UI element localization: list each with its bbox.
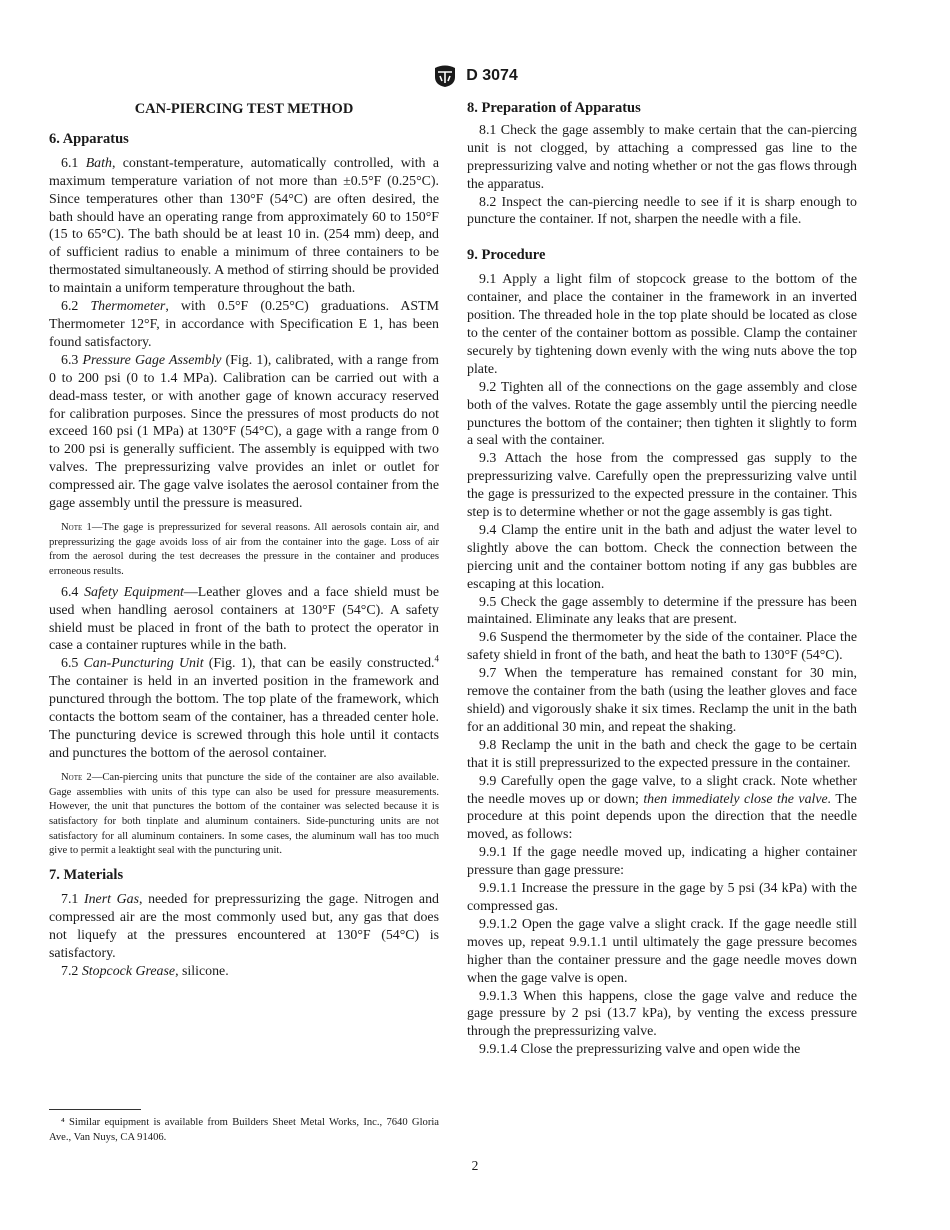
paragraph-8-2: 8.2 Inspect the can-piercing needle to see if it is sharp enough to puncture the container. If not, sharpen the needle with a file. — [467, 194, 857, 228]
paragraph-9-9-1-3: 9.9.1.3 When this happens, close the gage valve and reduce the gage pressure by 2 psi (13.7 kPa), by venting the excess pressure through the prepressurizing valve. — [467, 988, 857, 1040]
right-column — [467, 97, 857, 1059]
heading-apparatus: 6. Apparatus — [49, 130, 129, 147]
heading-materials: 7. Materials — [49, 867, 124, 884]
paragraph-9-9: 9.9 Carefully open the gage valve, to a slight crack. Note whether the needle moves up or down; then immediately close the valve. The procedure at this point depends upon the direction that the needle moved, as follows: — [467, 773, 857, 843]
paragraph-8-1: 8.1 Check the gage assembly to make certain that the can-piercing unit is not clogged, by attaching a compressed gas line to the prepressurizing valve and noting whether or not the gas flows through the apparatus. — [467, 122, 857, 192]
page-header — [0, 64, 950, 88]
paragraph-9-3: 9.3 Attach the hose from the compressed gas supply to the prepressurizing valve. Carefully open the prepressurizing valve until the gage is pressurized to the expected pressure in the container. This step is to determine whether or not the gage assembly is gas tight. — [467, 451, 857, 521]
paragraph-9-7: 9.7 When the temperature has remained constant for 30 min, remove the container from the bath (using the leather gloves and face shield) and vigorously shake it six times. Reclamp the unit in the bath for an additional 30 min, and repeat the shaking. — [467, 666, 857, 735]
paragraph-6-3: 6.3 Pressure Gage Assembly (Fig. 1), calibrated, with a range from 0 to 200 psi (0 to 1.4 MPa). Calibration can be carried out with a dead-mass tester, or with another gage of known accuracy reserved for calibration purposes. Since the pressures of most products do not exceed 160 psi (1 MPa) at 130°F (54°C), a gage with a range from 0 to 200 psi is generally sufficient. The assembly is equipped with two valves. The prepressurizing valve provides an inlet or outlet for compressed air. The gage valve isolates the aerosol container from the gage assembly until the pressure is measured. — [49, 352, 439, 512]
footnote-ref[interactable]: 4 — [434, 653, 439, 664]
paragraph-9-5: 9.5 Check the gage assembly to determine if the pressure has been maintained. Eliminate any leaks that are present. — [467, 594, 857, 628]
paragraph-9-8: 9.8 Reclamp the unit in the bath and check the gage to be certain that it is still prepressurized to the expected pressure in the container. — [467, 737, 857, 771]
astm-logo-icon — [432, 64, 458, 88]
paragraph-9-1: 9.1 Apply a light film of stopcock grease to the bottom of the container, and place the container in the framework in an inverted position. The threaded hole in the top plate should be located as close to the center of the container bottom as possible. Clamp the container securely by tightening down evenly with the wing nuts above the top plate. — [467, 272, 857, 377]
left-column — [49, 97, 439, 980]
paragraph-7-1: 7.1 Inert Gas, needed for prepressurizing the gage. Nitrogen and compressed air are the most commonly used but, any gas that does not liquefy at the pressures encountered at 130°F (54°C) is satisfactory. — [49, 891, 439, 961]
paragraph-9-4: 9.4 Clamp the entire unit in the bath and adjust the water level to slightly above the can bottom. Check the connection between the piercing unit and the container bottom noting if any gas bubbles are escaping at this location. — [467, 522, 857, 592]
note-1: Note 1—The gage is prepressurized for several reasons. All aerosols contain air, and prepressurizing the gage avoids loss of air from the container into the gage. Loss of air from the aerosol during the test decreases the pressure in the container and produces erroneous results. — [49, 521, 439, 578]
paragraph-7-2: 7.2 Stopcock Grease, silicone. — [61, 963, 229, 979]
document-designation: D 3074 — [466, 67, 518, 84]
heading-preparation: 8. Preparation of Apparatus — [467, 100, 641, 116]
heading-procedure: 9. Procedure — [467, 247, 546, 264]
paragraph-9-2: 9.2 Tighten all of the connections on the gage assembly and close both of the valves. Rotate the gage assembly until the piercing needle punctures the bottom of the container; then tighten it slightly to form a seal with the container. — [467, 379, 857, 449]
paragraph-6-2: 6.2 Thermometer, with 0.5°F (0.25°C) graduations. ASTM Thermometer 12°F, in accordance with Specification E 1, has been found satisfactory. — [49, 299, 439, 350]
paragraph-9-9-1-1: 9.9.1.1 Increase the pressure in the gage by 5 psi (34 kPa) with the compressed gas. — [467, 881, 857, 914]
paragraph-6-5: 6.5 Can-Puncturing Unit (Fig. 1), that can be easily constructed.$^4$ The container is held in an inverted position in the framework and punctured through the bottom. The top plate of the framework, which contacts the bottom seam of the container, has a threaded center hole. The puncturing device is screwed through this hole until it contacts and punctures the bottom of the aerosol container. — [49, 653, 439, 761]
paragraph-6-4: 6.4 Safety Equipment—Leather gloves and a face shield must be used when handling aerosol containers at 130°F (54°C). A safety shield must be placed in front of the bath to protect the operator in case a container ruptures while in the bath. — [49, 584, 439, 654]
paragraph-9-9-1: 9.9.1 If the gage needle moved up, indicating a higher container pressure than gage pressure: — [467, 845, 857, 879]
paragraph-9-9-1-2: 9.9.1.2 Open the gage valve a slight crack. If the gage needle still moves up, repeat 9.9.1.1 until ultimately the gage pressure becomes higher than the container pressure and the gage needle moves down when the gage valve is open. — [467, 916, 857, 986]
paragraph-9-9-1-4: 9.9.1.4 Close the prepressurizing valve and open wide the — [479, 1042, 801, 1058]
paragraph-6-1: 6.1 Bath, constant-temperature, automatically controlled, with a maximum temperature variation of not more than ±0.5°F (0.25°C). Since temperatures other than 130°F (54°C) are often desired, the bath should have an operating range from approximately 60 to 150°F (15 to 65°C). The bath should be at least 10 in. (254 mm) deep, and of sufficient radius to enable a minimum of three containers to be thermostated simultaneously. A method of stirring should be provided to maintain a uniform temperature throughout the bath. — [49, 155, 439, 297]
footnote-4: ⁴ Similar equipment is available from Builders Sheet Metal Works, Inc., 7640 Gloria Ave., Van Nuys, CA 91406. — [49, 1117, 439, 1143]
section-title: CAN-PIERCING TEST METHOD — [134, 101, 354, 117]
page-number: 2 — [471, 1158, 479, 1173]
note-2: Note 2—Can-piercing units that puncture the side of the container are also available. Gage assemblies with units of this type can also be used for pressure measurements. However, the unit that punctures the bottom of the container was selected because it is satisfactory for both tinplate and aluminum containers. Side-puncturing units are not satisfactory for all aluminum containers. In some cases, the aluminum wall has too much give to permit a leaktight seal with the puncturing unit. — [49, 771, 439, 857]
paragraph-9-6: 9.6 Suspend the thermometer by the side of the container. Place the safety shield in front of the bath, and heat the bath to 130°F (54°C). — [467, 630, 857, 664]
footnote-divider — [49, 1109, 141, 1110]
